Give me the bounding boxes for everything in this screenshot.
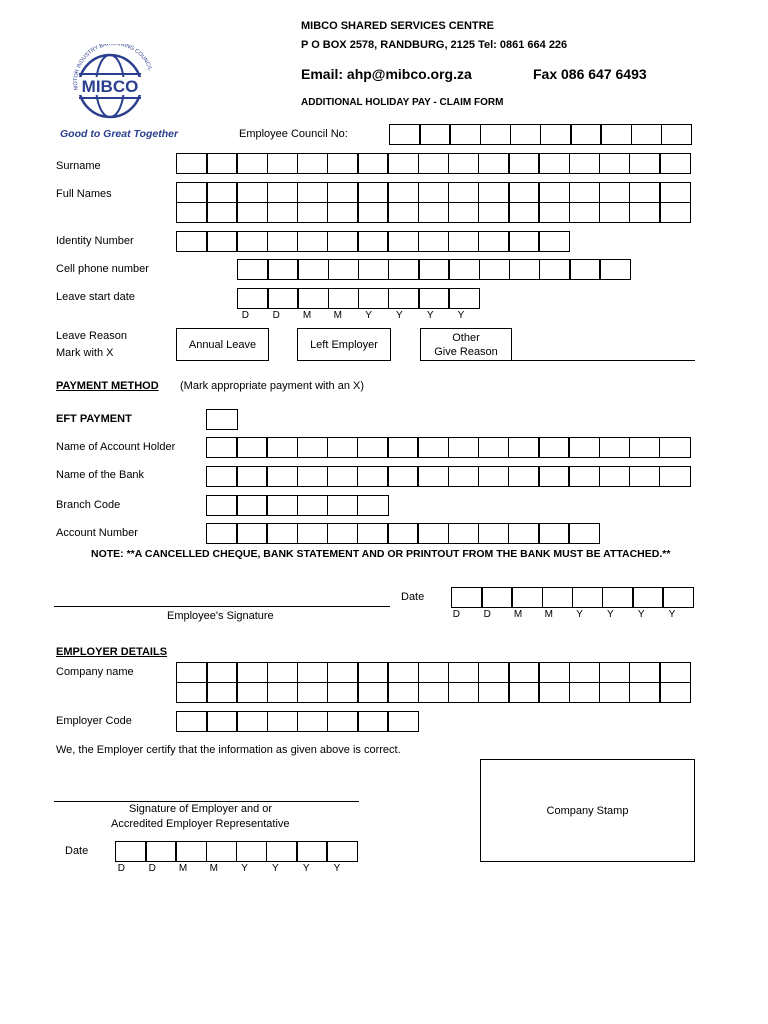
char-box[interactable] bbox=[631, 124, 663, 145]
employer-code-boxes[interactable] bbox=[176, 711, 418, 732]
surname-label: Surname bbox=[56, 160, 101, 172]
char-box[interactable] bbox=[572, 587, 604, 608]
char-box[interactable] bbox=[387, 182, 419, 203]
date-format-letter: Y bbox=[668, 609, 676, 620]
full-names-label: Full Names bbox=[56, 188, 112, 200]
char-box[interactable] bbox=[629, 662, 661, 683]
char-box[interactable] bbox=[599, 153, 631, 174]
char-box[interactable] bbox=[479, 259, 511, 280]
char-box[interactable] bbox=[629, 682, 661, 703]
char-box[interactable] bbox=[569, 153, 601, 174]
char-box[interactable] bbox=[236, 231, 268, 252]
full-names-row1[interactable] bbox=[176, 182, 689, 203]
char-box[interactable] bbox=[176, 182, 208, 203]
employer-code-label: Employer Code bbox=[56, 715, 132, 727]
char-box[interactable] bbox=[176, 662, 208, 683]
logo-wordmark: MIBCO bbox=[81, 77, 139, 96]
char-box[interactable] bbox=[448, 202, 480, 223]
leave-start-label: Leave start date bbox=[56, 291, 135, 303]
date-format-letter: M bbox=[544, 609, 553, 620]
char-box[interactable] bbox=[327, 231, 359, 252]
char-box[interactable] bbox=[327, 662, 359, 683]
date-format-letter: D bbox=[148, 863, 156, 874]
char-box[interactable] bbox=[266, 466, 298, 487]
payment-instruction: (Mark appropriate payment with an X) bbox=[180, 380, 365, 392]
eft-label: EFT PAYMENT bbox=[56, 413, 132, 425]
date-format-letter: M bbox=[333, 310, 342, 321]
date-format-letter: Y bbox=[426, 310, 434, 321]
char-box[interactable] bbox=[448, 153, 480, 174]
char-box[interactable] bbox=[267, 711, 299, 732]
branch-boxes[interactable] bbox=[206, 495, 387, 516]
char-box[interactable] bbox=[267, 153, 299, 174]
char-box[interactable] bbox=[387, 153, 419, 174]
account-holder-label: Name of Account Holder bbox=[56, 441, 176, 453]
council-no-label: Employee Council No: bbox=[239, 128, 348, 140]
char-box[interactable] bbox=[236, 495, 268, 516]
char-box[interactable] bbox=[568, 466, 600, 487]
char-box[interactable] bbox=[387, 202, 419, 223]
char-box[interactable] bbox=[480, 124, 512, 145]
char-box[interactable] bbox=[538, 153, 570, 174]
char-box[interactable] bbox=[297, 153, 329, 174]
char-box[interactable] bbox=[418, 259, 450, 280]
char-box[interactable] bbox=[659, 662, 691, 683]
char-box[interactable] bbox=[661, 124, 693, 145]
date-format-letter: D bbox=[117, 863, 126, 874]
char-box[interactable] bbox=[297, 495, 329, 516]
char-box[interactable] bbox=[266, 495, 298, 516]
char-box[interactable] bbox=[599, 182, 631, 203]
char-box[interactable] bbox=[448, 259, 480, 280]
char-box[interactable] bbox=[266, 437, 298, 458]
branch-label: Branch Code bbox=[56, 499, 121, 511]
employer-date-label: Date bbox=[65, 845, 89, 857]
char-box[interactable] bbox=[569, 259, 601, 280]
char-box[interactable] bbox=[602, 587, 634, 608]
char-box[interactable] bbox=[508, 182, 540, 203]
char-box[interactable] bbox=[508, 662, 540, 683]
char-box[interactable] bbox=[629, 437, 661, 458]
char-box[interactable] bbox=[448, 662, 480, 683]
char-box[interactable] bbox=[659, 153, 691, 174]
id-boxes[interactable] bbox=[176, 231, 569, 252]
char-box[interactable] bbox=[511, 587, 543, 608]
org-name: MIBCO SHARED SERVICES CENTRE bbox=[301, 20, 494, 32]
char-box[interactable] bbox=[448, 231, 480, 252]
company-stamp-box[interactable]: Company Stamp bbox=[480, 759, 695, 862]
date-format-letter: M bbox=[178, 863, 188, 874]
char-box[interactable] bbox=[176, 682, 208, 703]
char-box[interactable] bbox=[568, 523, 600, 544]
org-fax: Fax 086 647 6493 bbox=[533, 66, 647, 82]
char-box[interactable] bbox=[297, 202, 329, 223]
char-box[interactable] bbox=[328, 259, 360, 280]
char-box[interactable] bbox=[236, 523, 268, 544]
char-box[interactable] bbox=[569, 662, 601, 683]
cell-label: Cell phone number bbox=[56, 263, 149, 275]
bank-boxes[interactable] bbox=[206, 466, 689, 487]
char-box[interactable] bbox=[629, 466, 661, 487]
attachment-note: NOTE: **A CANCELLED CHEQUE, BANK STATEMENT AND OR PRINTOUT FROM THE BANK MUST BE ATTACHED.** bbox=[91, 548, 671, 560]
char-box[interactable] bbox=[206, 523, 238, 544]
char-box[interactable] bbox=[206, 662, 238, 683]
char-box[interactable] bbox=[327, 153, 359, 174]
char-box[interactable] bbox=[389, 124, 421, 145]
company-name-label: Company name bbox=[56, 666, 134, 678]
mark-with-x-label: Mark with X bbox=[56, 347, 114, 359]
employee-signature-label: Employee's Signature bbox=[167, 610, 274, 622]
char-box[interactable] bbox=[599, 437, 631, 458]
form-title: ADDITIONAL HOLIDAY PAY - CLAIM FORM bbox=[301, 97, 504, 108]
char-box[interactable] bbox=[327, 495, 359, 516]
char-box[interactable] bbox=[388, 259, 420, 280]
char-box[interactable] bbox=[297, 682, 329, 703]
char-box[interactable] bbox=[659, 437, 691, 458]
date-format-letter: M bbox=[209, 863, 218, 874]
char-box[interactable] bbox=[538, 662, 570, 683]
date-format-letter: Y bbox=[607, 609, 614, 620]
employer-date-boxes[interactable] bbox=[115, 841, 357, 862]
char-box[interactable] bbox=[508, 466, 540, 487]
char-box[interactable] bbox=[448, 523, 480, 544]
char-box[interactable] bbox=[357, 495, 389, 516]
full-names-row2[interactable] bbox=[176, 202, 689, 223]
char-box[interactable] bbox=[176, 231, 208, 252]
char-box[interactable] bbox=[357, 182, 389, 203]
char-box[interactable] bbox=[176, 202, 208, 223]
char-box[interactable] bbox=[206, 231, 238, 252]
signature-date-format bbox=[441, 609, 687, 620]
char-box[interactable] bbox=[358, 288, 390, 309]
char-box[interactable] bbox=[542, 587, 574, 608]
char-box[interactable] bbox=[357, 202, 389, 223]
char-box[interactable] bbox=[478, 231, 510, 252]
char-box[interactable] bbox=[538, 466, 570, 487]
char-box[interactable] bbox=[236, 682, 268, 703]
char-box[interactable] bbox=[206, 182, 238, 203]
char-box[interactable] bbox=[387, 437, 419, 458]
char-box[interactable] bbox=[358, 259, 390, 280]
char-box[interactable] bbox=[327, 437, 359, 458]
char-box[interactable] bbox=[387, 466, 419, 487]
give-reason-label: Give Reason bbox=[434, 345, 498, 358]
char-box[interactable] bbox=[508, 202, 540, 223]
char-box[interactable] bbox=[297, 231, 329, 252]
char-box[interactable] bbox=[659, 182, 691, 203]
char-box[interactable] bbox=[417, 437, 449, 458]
char-box[interactable] bbox=[662, 587, 694, 608]
char-box[interactable] bbox=[237, 288, 269, 309]
cell-boxes[interactable] bbox=[237, 259, 630, 280]
char-box[interactable] bbox=[326, 841, 358, 862]
employee-signature-line[interactable] bbox=[54, 606, 390, 607]
leave-start-date-format bbox=[230, 310, 476, 321]
char-box[interactable] bbox=[145, 841, 177, 862]
account-number-boxes[interactable] bbox=[206, 523, 599, 544]
account-holder-boxes[interactable] bbox=[206, 437, 689, 458]
char-box[interactable] bbox=[357, 466, 389, 487]
char-box[interactable] bbox=[538, 437, 570, 458]
id-label: Identity Number bbox=[56, 235, 134, 247]
char-box[interactable] bbox=[599, 682, 631, 703]
date-format-letter: Y bbox=[396, 310, 403, 321]
char-box[interactable] bbox=[357, 523, 389, 544]
employer-signature-label-1: Signature of Employer and or bbox=[129, 803, 273, 815]
signature-date-label: Date bbox=[401, 591, 425, 603]
char-box[interactable] bbox=[388, 288, 420, 309]
char-box[interactable] bbox=[419, 124, 451, 145]
char-box[interactable] bbox=[538, 182, 570, 203]
bank-label: Name of the Bank bbox=[56, 469, 145, 481]
char-box[interactable] bbox=[297, 662, 329, 683]
char-box[interactable] bbox=[478, 182, 510, 203]
char-box[interactable] bbox=[206, 495, 238, 516]
date-format-letter: D bbox=[452, 609, 461, 620]
char-box[interactable] bbox=[599, 466, 631, 487]
char-box[interactable] bbox=[417, 466, 449, 487]
char-box[interactable] bbox=[418, 288, 450, 309]
char-box[interactable] bbox=[327, 202, 359, 223]
char-box[interactable] bbox=[297, 259, 329, 280]
char-box[interactable] bbox=[206, 202, 238, 223]
eft-checkbox[interactable] bbox=[206, 409, 236, 430]
char-box[interactable] bbox=[478, 466, 510, 487]
char-box[interactable] bbox=[236, 711, 268, 732]
char-box[interactable] bbox=[600, 124, 632, 145]
char-box[interactable] bbox=[418, 682, 450, 703]
char-box[interactable] bbox=[508, 523, 540, 544]
char-box[interactable] bbox=[418, 202, 450, 223]
char-box[interactable] bbox=[297, 523, 329, 544]
char-box[interactable] bbox=[236, 662, 268, 683]
char-box[interactable] bbox=[236, 841, 268, 862]
char-box[interactable] bbox=[297, 711, 329, 732]
char-box[interactable] bbox=[568, 437, 600, 458]
annual-leave-option[interactable]: Annual Leave bbox=[176, 328, 269, 361]
char-box[interactable] bbox=[540, 124, 572, 145]
char-box[interactable] bbox=[357, 662, 389, 683]
char-box[interactable] bbox=[236, 153, 268, 174]
char-box[interactable] bbox=[296, 841, 328, 862]
other-reason-option[interactable] bbox=[420, 328, 512, 361]
char-box[interactable] bbox=[206, 437, 238, 458]
char-box[interactable] bbox=[176, 711, 208, 732]
char-box[interactable] bbox=[538, 202, 570, 223]
char-box[interactable] bbox=[357, 682, 389, 703]
char-box[interactable] bbox=[328, 288, 360, 309]
surname-boxes[interactable] bbox=[176, 153, 689, 174]
char-box[interactable] bbox=[632, 587, 664, 608]
char-box[interactable] bbox=[418, 662, 450, 683]
char-box[interactable] bbox=[448, 682, 480, 703]
char-box[interactable] bbox=[449, 124, 481, 145]
date-format-letter: Y bbox=[576, 609, 583, 620]
char-box[interactable] bbox=[478, 202, 510, 223]
char-box[interactable] bbox=[599, 259, 631, 280]
char-box[interactable] bbox=[538, 682, 570, 703]
char-box[interactable] bbox=[327, 682, 359, 703]
char-box[interactable] bbox=[297, 288, 329, 309]
logo-arc-text: MOTOR INDUSTRY BARGAINING COUNCIL bbox=[73, 44, 153, 91]
date-format-letter: Y bbox=[302, 863, 310, 874]
char-box[interactable] bbox=[478, 437, 510, 458]
char-box[interactable] bbox=[418, 153, 450, 174]
date-format-letter: D bbox=[272, 310, 280, 321]
employer-heading: EMPLOYER DETAILS bbox=[56, 646, 168, 658]
char-box[interactable] bbox=[508, 437, 540, 458]
date-format-letter: Y bbox=[333, 863, 341, 874]
org-address: P O BOX 2578, RANDBURG, 2125 Tel: 0861 664 226 bbox=[301, 39, 568, 51]
char-box[interactable] bbox=[538, 523, 570, 544]
council-no-boxes[interactable] bbox=[389, 124, 691, 145]
char-box[interactable] bbox=[538, 231, 570, 252]
char-box[interactable] bbox=[508, 682, 540, 703]
certify-text: We, the Employer certify that the information as given above is correct. bbox=[56, 744, 401, 756]
char-box[interactable] bbox=[448, 182, 480, 203]
date-format-letter: M bbox=[513, 609, 523, 620]
date-format-letter: Y bbox=[272, 863, 279, 874]
char-box[interactable] bbox=[267, 662, 299, 683]
char-box[interactable] bbox=[570, 124, 602, 145]
char-box[interactable] bbox=[448, 437, 480, 458]
char-box[interactable] bbox=[267, 231, 299, 252]
char-box[interactable] bbox=[206, 711, 238, 732]
char-box[interactable] bbox=[599, 662, 631, 683]
account-number-label: Account Number bbox=[56, 527, 138, 539]
char-box[interactable] bbox=[297, 182, 329, 203]
date-format-letter: Y bbox=[365, 310, 372, 321]
char-box[interactable] bbox=[327, 711, 359, 732]
left-employer-option[interactable]: Left Employer bbox=[297, 328, 391, 361]
char-box[interactable] bbox=[478, 682, 510, 703]
signature-date-boxes[interactable] bbox=[451, 587, 693, 608]
char-box[interactable] bbox=[327, 523, 359, 544]
char-box[interactable] bbox=[478, 662, 510, 683]
char-box[interactable] bbox=[236, 182, 268, 203]
char-box[interactable] bbox=[115, 841, 147, 862]
char-box[interactable] bbox=[629, 202, 661, 223]
char-box[interactable] bbox=[448, 288, 480, 309]
char-box[interactable] bbox=[387, 662, 419, 683]
char-box[interactable] bbox=[599, 202, 631, 223]
char-box[interactable] bbox=[448, 466, 480, 487]
other-reason-line[interactable] bbox=[512, 360, 695, 361]
char-box[interactable] bbox=[387, 682, 419, 703]
char-box[interactable] bbox=[206, 682, 238, 703]
char-box[interactable] bbox=[387, 523, 419, 544]
employer-signature-line[interactable] bbox=[54, 801, 359, 802]
char-box[interactable] bbox=[508, 153, 540, 174]
char-box[interactable] bbox=[267, 288, 299, 309]
char-box[interactable] bbox=[539, 259, 571, 280]
employer-date-format bbox=[106, 863, 352, 874]
char-box[interactable] bbox=[357, 437, 389, 458]
company-name-row2[interactable] bbox=[176, 682, 689, 703]
char-box[interactable] bbox=[267, 202, 299, 223]
char-box[interactable] bbox=[206, 409, 238, 430]
date-format-letter: Y bbox=[241, 863, 248, 874]
char-box[interactable] bbox=[266, 841, 298, 862]
char-box[interactable] bbox=[451, 587, 483, 608]
char-box[interactable] bbox=[267, 182, 299, 203]
payment-method-heading: PAYMENT METHOD bbox=[56, 380, 159, 392]
char-box[interactable] bbox=[176, 153, 208, 174]
company-name-row1[interactable] bbox=[176, 662, 689, 683]
org-email: Email: ahp@mibco.org.za bbox=[301, 66, 472, 82]
employer-signature-label-2: Accredited Employer Representative bbox=[111, 818, 290, 830]
char-box[interactable] bbox=[327, 182, 359, 203]
char-box[interactable] bbox=[357, 153, 389, 174]
char-box[interactable] bbox=[297, 437, 329, 458]
char-box[interactable] bbox=[206, 466, 238, 487]
char-box[interactable] bbox=[659, 682, 691, 703]
char-box[interactable] bbox=[629, 182, 661, 203]
char-box[interactable] bbox=[569, 682, 601, 703]
char-box[interactable] bbox=[387, 231, 419, 252]
char-box[interactable] bbox=[481, 587, 513, 608]
char-box[interactable] bbox=[509, 259, 541, 280]
char-box[interactable] bbox=[418, 231, 450, 252]
char-box[interactable] bbox=[206, 153, 238, 174]
char-box[interactable] bbox=[629, 153, 661, 174]
char-box[interactable] bbox=[508, 231, 540, 252]
char-box[interactable] bbox=[659, 202, 691, 223]
char-box[interactable] bbox=[659, 466, 691, 487]
char-box[interactable] bbox=[236, 437, 268, 458]
char-box[interactable] bbox=[236, 202, 268, 223]
logo-tagline: Good to Great Together bbox=[60, 128, 179, 140]
char-box[interactable] bbox=[267, 259, 299, 280]
leave-reason-label: Leave Reason bbox=[56, 330, 127, 342]
char-box[interactable] bbox=[175, 841, 207, 862]
char-box[interactable] bbox=[236, 466, 268, 487]
date-format-letter: D bbox=[241, 310, 250, 321]
char-box[interactable] bbox=[418, 182, 450, 203]
char-box[interactable] bbox=[206, 841, 238, 862]
char-box[interactable] bbox=[297, 466, 329, 487]
date-format-letter: D bbox=[483, 609, 491, 620]
char-box[interactable] bbox=[478, 523, 510, 544]
char-box[interactable] bbox=[327, 466, 359, 487]
char-box[interactable] bbox=[266, 523, 298, 544]
char-box[interactable] bbox=[569, 202, 601, 223]
char-box[interactable] bbox=[357, 231, 389, 252]
char-box[interactable] bbox=[357, 711, 389, 732]
char-box[interactable] bbox=[417, 523, 449, 544]
char-box[interactable] bbox=[267, 682, 299, 703]
date-format-letter: Y bbox=[457, 310, 465, 321]
char-box[interactable] bbox=[478, 153, 510, 174]
other-label: Other bbox=[452, 331, 480, 344]
char-box[interactable] bbox=[387, 711, 419, 732]
char-box[interactable] bbox=[237, 259, 269, 280]
date-format-letter: M bbox=[302, 310, 312, 321]
date-format-letter: Y bbox=[637, 609, 645, 620]
char-box[interactable] bbox=[510, 124, 542, 145]
leave-start-boxes[interactable] bbox=[237, 288, 479, 309]
char-box[interactable] bbox=[569, 182, 601, 203]
